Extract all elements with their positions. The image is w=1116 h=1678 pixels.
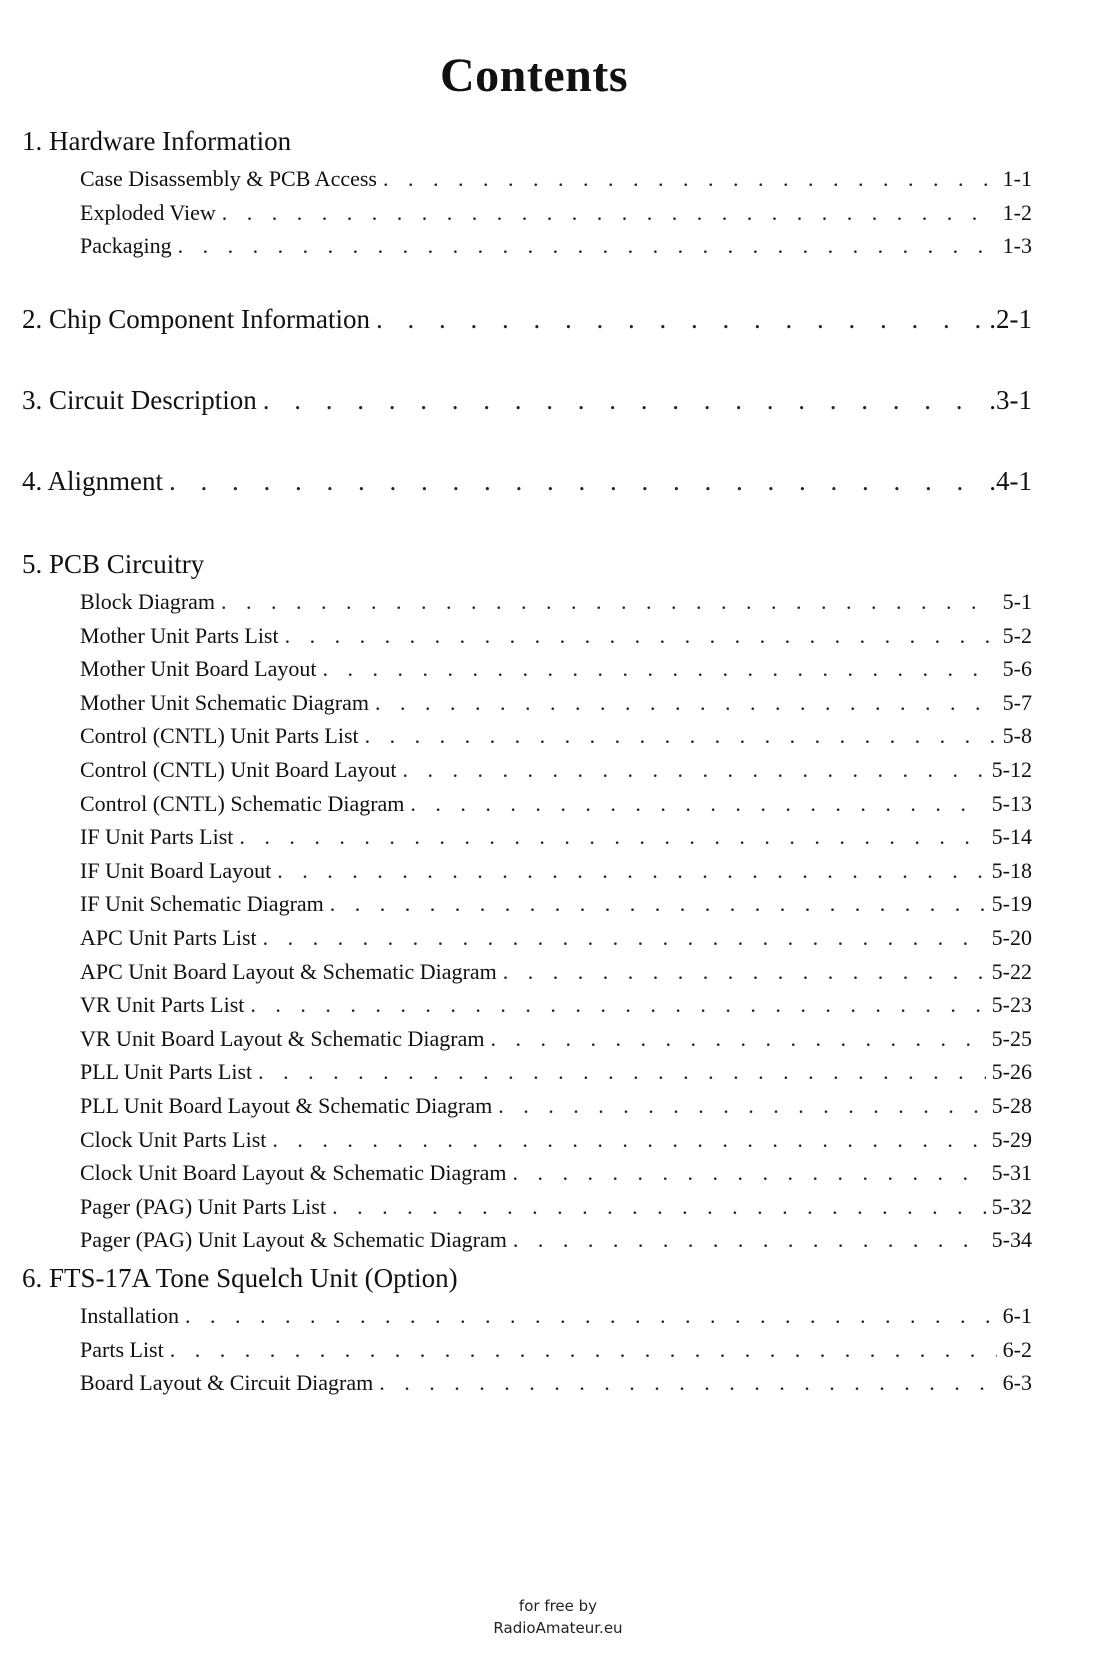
toc-entry[interactable] <box>80 824 1032 858</box>
entry-page: 5-8 <box>1002 723 1032 749</box>
footer-link[interactable]: RadioAmateur.eu <box>493 1619 623 1637</box>
dot-leader <box>277 858 985 884</box>
dot-leader <box>365 723 997 749</box>
entry-list <box>80 1303 1032 1404</box>
page-title: Contents <box>439 49 628 102</box>
dot-leader <box>512 1160 985 1186</box>
dot-leader <box>330 891 986 917</box>
entry-label: Pager (PAG) Unit Parts List <box>80 1193 327 1219</box>
entry-label: Installation <box>80 1303 179 1328</box>
toc-entry[interactable] <box>80 1227 1032 1261</box>
dot-leader <box>169 466 983 497</box>
entry-label: Mother Unit Parts List <box>80 622 279 648</box>
entry-page: 1-1 <box>1002 166 1032 191</box>
toc-entry[interactable] <box>80 200 1032 234</box>
section-title: 2. Chip Component Information <box>22 304 370 334</box>
toc-entry[interactable] <box>80 1127 1032 1161</box>
entry-page: 5-28 <box>991 1092 1032 1118</box>
dot-leader <box>375 690 997 716</box>
entry-label: Control (CNTL) Schematic Diagram <box>80 790 405 816</box>
section-title: 3. Circuit Description <box>22 385 257 415</box>
toc-entry[interactable] <box>80 891 1032 925</box>
entry-page: 1-3 <box>1002 233 1032 259</box>
section-chip-component-information <box>22 304 1032 344</box>
entry-page: 5-19 <box>991 891 1032 917</box>
footer-line-1: for free by <box>518 1597 598 1615</box>
entry-label: Board Layout & Circuit Diagram <box>80 1370 374 1396</box>
dot-leader <box>410 791 985 817</box>
entry-label: Block Diagram <box>80 589 216 614</box>
entry-list <box>80 166 1032 267</box>
entry-page: 5-34 <box>991 1227 1032 1253</box>
entry-page: 5-20 <box>991 924 1032 950</box>
entry-page: 5-1 <box>1002 589 1032 614</box>
dot-leader <box>221 589 997 615</box>
entry-page: 5-23 <box>991 992 1032 1018</box>
dot-leader <box>498 1093 985 1119</box>
entry-label: Control (CNTL) Unit Board Layout <box>80 756 397 782</box>
toc-entry[interactable] <box>80 623 1032 657</box>
entry-label: PLL Unit Parts List <box>80 1059 253 1085</box>
dot-leader <box>258 1059 986 1085</box>
entry-page: 5-22 <box>991 958 1032 984</box>
entry-label: APC Unit Board Layout & Schematic Diagram <box>80 958 497 984</box>
entry-page: 5-13 <box>991 790 1032 816</box>
dot-leader <box>272 1127 985 1153</box>
entry-label: Pager (PAG) Unit Layout & Schematic Diagram <box>80 1227 507 1253</box>
dot-leader <box>322 656 996 682</box>
dot-leader <box>503 959 986 985</box>
entry-page: 5-25 <box>991 1025 1032 1051</box>
dot-leader <box>185 1303 997 1329</box>
entry-page: 5-6 <box>1002 656 1032 682</box>
entry-label: IF Unit Parts List <box>80 824 234 850</box>
dot-leader <box>263 925 986 951</box>
entry-label: Control (CNTL) Unit Parts List <box>80 723 359 749</box>
section-alignment <box>22 466 1032 506</box>
dot-leader <box>490 1026 985 1052</box>
section-fts-17a-tone-squelch <box>22 1263 1032 1404</box>
entry-page: 1-2 <box>1002 199 1032 225</box>
toc-entry[interactable] <box>80 1059 1032 1093</box>
toc-entry[interactable] <box>22 385 1032 425</box>
toc-entry[interactable] <box>80 1093 1032 1127</box>
dot-leader <box>222 200 997 226</box>
dot-leader <box>263 385 984 416</box>
toc-entry[interactable] <box>22 466 1032 506</box>
entry-label: Case Disassembly & PCB Access <box>80 166 377 191</box>
entry-label: Parts List <box>80 1336 164 1362</box>
dot-leader <box>170 1337 997 1363</box>
toc-entry[interactable] <box>80 1194 1032 1228</box>
section-title: 6. FTS-17A Tone Squelch Unit (Option) <box>22 1263 458 1293</box>
entry-page: 5-29 <box>991 1126 1032 1152</box>
section-pcb-circuitry <box>22 549 1032 1261</box>
entry-page: 5-26 <box>991 1059 1032 1085</box>
dot-leader <box>250 992 985 1018</box>
toc-entry[interactable] <box>80 925 1032 959</box>
section-circuit-description <box>22 385 1032 425</box>
entry-label: Clock Unit Board Layout & Schematic Diagram <box>80 1160 507 1186</box>
entry-page: 5-7 <box>1002 689 1032 715</box>
section-title: 4. Alignment <box>22 466 163 496</box>
entry-label: VR Unit Parts List <box>80 992 245 1018</box>
entry-page: 5-32 <box>991 1193 1032 1219</box>
dot-leader <box>285 623 997 649</box>
section-title: 1. Hardware Information <box>22 126 292 156</box>
toc-entry[interactable] <box>80 589 1032 623</box>
toc-entry[interactable] <box>22 304 1032 344</box>
section-heading <box>22 549 1032 589</box>
toc-entry[interactable] <box>80 858 1032 892</box>
toc-entry[interactable] <box>80 1160 1032 1194</box>
dot-leader <box>332 1194 986 1220</box>
entry-label: Clock Unit Parts List <box>80 1126 267 1152</box>
toc-entry[interactable] <box>80 1026 1032 1060</box>
footer-credit <box>0 1597 1116 1637</box>
toc-entry[interactable] <box>80 690 1032 724</box>
toc-entry[interactable] <box>80 791 1032 825</box>
dot-leader <box>239 824 985 850</box>
dot-leader <box>513 1227 986 1253</box>
toc-entry[interactable] <box>80 1303 1032 1337</box>
entry-page: 6-1 <box>1002 1303 1032 1328</box>
dot-leader <box>379 1370 996 1396</box>
entry-label: Mother Unit Board Layout <box>80 656 317 682</box>
entry-page: 5-18 <box>991 857 1032 883</box>
entry-page: .3-1 <box>989 385 1032 415</box>
entry-label: IF Unit Board Layout <box>80 857 272 883</box>
section-title: 5. PCB Circuitry <box>22 549 205 579</box>
dot-leader <box>403 757 986 783</box>
entry-label: VR Unit Board Layout & Schematic Diagram <box>80 1025 485 1051</box>
entry-page: .2-1 <box>989 304 1032 334</box>
dot-leader <box>178 233 997 259</box>
entry-label: PLL Unit Board Layout & Schematic Diagram <box>80 1092 493 1118</box>
section-hardware-information <box>22 126 1032 267</box>
entry-page: .4-1 <box>989 466 1032 496</box>
entry-label: IF Unit Schematic Diagram <box>80 891 324 917</box>
entry-page: 5-14 <box>991 824 1032 850</box>
entry-label: Mother Unit Schematic Diagram <box>80 689 369 715</box>
entry-page: 6-3 <box>1002 1370 1032 1396</box>
toc-entry[interactable] <box>80 166 1032 200</box>
dot-leader <box>376 304 983 335</box>
dot-leader <box>383 166 997 192</box>
toc-entry[interactable] <box>80 959 1032 993</box>
toc-entry[interactable] <box>80 1370 1032 1404</box>
entry-list <box>80 589 1032 1261</box>
entry-label: Exploded View <box>80 199 216 225</box>
entry-page: 6-2 <box>1002 1336 1032 1362</box>
entry-page: 5-12 <box>991 756 1032 782</box>
entry-page: 5-2 <box>1002 622 1032 648</box>
entry-label: Packaging <box>80 233 172 259</box>
toc-entry[interactable] <box>80 723 1032 757</box>
entry-page: 5-31 <box>991 1160 1032 1186</box>
toc-entry[interactable] <box>80 233 1032 267</box>
entry-label: APC Unit Parts List <box>80 924 257 950</box>
section-heading <box>22 126 1032 166</box>
toc-entry[interactable] <box>80 757 1032 791</box>
toc-entry[interactable] <box>80 1337 1032 1371</box>
toc-entry[interactable] <box>80 992 1032 1026</box>
toc-entry[interactable] <box>80 656 1032 690</box>
section-heading <box>22 1263 1032 1303</box>
